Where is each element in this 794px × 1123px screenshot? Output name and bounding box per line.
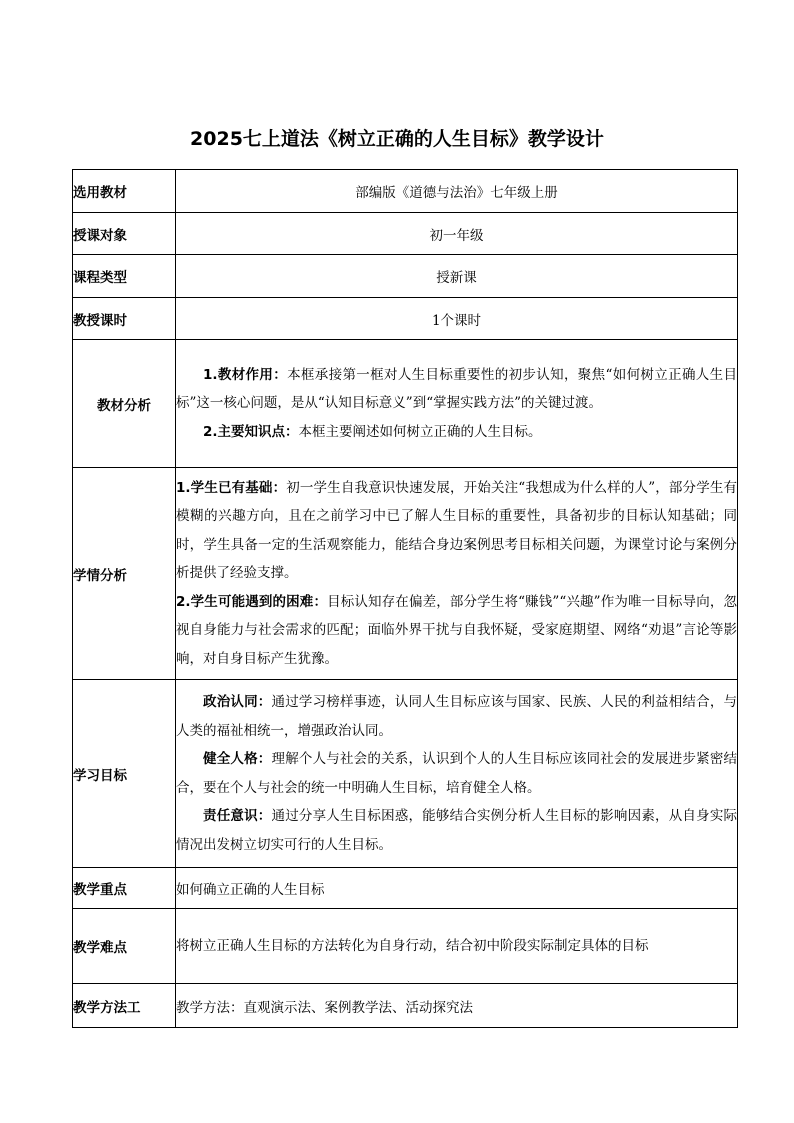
paragraph: [176, 588, 737, 674]
lesson-plan-table: [72, 169, 738, 1028]
table-row-analysis: [73, 340, 738, 468]
row-value: 部编版《道德与法治》七年级上册: [176, 170, 738, 213]
table-row-hours: [73, 298, 738, 340]
row-label: 学情分析: [73, 468, 176, 680]
table-row-students: [73, 468, 738, 680]
paragraph-text: 通过学习榜样事迹，认同人生目标应该与国家、民族、人民的利益相结合，与人类的福祉相统一，增强政治认同。: [176, 694, 738, 739]
paragraph: [176, 418, 737, 447]
paragraph-text: 初一学生自我意识快速发展，开始关注“我想成为什么样的人”，部分学生有模糊的兴趣方向，且在之前学习中已了解人生目标的重要性，具备初步的目标认知基础；同时，学生具备一定的生活观察能力，能结合身边案例思考目标相关问题，为课堂讨论与案例分析提供了经验支撑。: [176, 479, 737, 582]
table-row-material: [73, 170, 738, 213]
row-value: 教学方法：直观演示法、案例教学法、活动探究法: [176, 984, 738, 1028]
paragraph-heading: 1.教材作用：: [203, 366, 288, 383]
row-label: 授课对象: [73, 213, 176, 255]
paragraph: [176, 474, 737, 588]
paragraph: [176, 688, 737, 745]
table-row-key: [73, 868, 738, 909]
paragraph: [176, 361, 737, 418]
paragraph-text: 目标认知存在偏差，部分学生将“赚钱”“兴趣”作为唯一目标导向，忽视自身能力与社会需求的匹配；面临外界干扰与自我怀疑，受家庭期望、网络“劝退”言论等影响，对自身目标产生犹豫。: [176, 593, 737, 667]
row-content: [176, 680, 738, 868]
document-title: 2025七上道法《树立正确的人生目标》教学设计: [190, 128, 604, 150]
table-row-target: [73, 213, 738, 255]
table-row-methods: [73, 984, 738, 1028]
paragraph-text: 通过分享人生目标困惑，能够结合实例分析人生目标的影响因素，从自身实际情况出发树立切实可行的人生目标。: [176, 808, 738, 853]
paragraph-heading: 1.学生已有基础：: [176, 479, 287, 496]
paragraph-heading: 责任意识：: [203, 808, 272, 824]
row-label: 教学方法工: [73, 984, 176, 1028]
row-label: 教材分析: [73, 340, 176, 468]
row-content: [176, 340, 738, 468]
paragraph-heading: 2.主要知识点：: [203, 423, 299, 440]
paragraph-heading: 健全人格：: [203, 751, 272, 767]
row-value: 将树立正确人生目标的方法转化为自身行动，结合初中阶段实际制定具体的目标: [176, 909, 738, 984]
row-value: 如何确立正确的人生目标: [176, 868, 738, 909]
row-value: 授新课: [176, 255, 738, 298]
row-label: 教授课时: [73, 298, 176, 340]
row-label: 教学重点: [73, 868, 176, 909]
table-row-difficulty: [73, 909, 738, 984]
row-label: 学习目标: [73, 680, 176, 868]
row-value: 1个课时: [176, 298, 738, 340]
paragraph-heading: 2.学生可能遇到的困难：: [176, 593, 328, 610]
table-row-type: [73, 255, 738, 298]
paragraph-text: 本框承接第一框对人生目标重要性的初步认知，聚焦“如何树立正确人生目标”这一核心问题，是从“认知目标意义”到“掌握实践方法”的关键过渡。: [176, 366, 737, 412]
paragraph: [176, 802, 737, 859]
paragraph-text: 理解个人与社会的关系，认识到个人的人生目标应该同社会的发展进步紧密结合，要在个人与社会的统一中明确人生目标，培育健全人格。: [176, 751, 738, 796]
paragraph-text: 本框主要阐述如何树立正确的人生目标。: [298, 423, 542, 440]
row-label: 教学难点: [73, 909, 176, 984]
paragraph: [176, 745, 737, 802]
table-row-goals: [73, 680, 738, 868]
row-label: 课程类型: [73, 255, 176, 298]
row-content: [176, 468, 738, 680]
row-value: 初一年级: [176, 213, 738, 255]
row-label: 选用教材: [73, 170, 176, 213]
paragraph-heading: 政治认同：: [203, 694, 272, 710]
